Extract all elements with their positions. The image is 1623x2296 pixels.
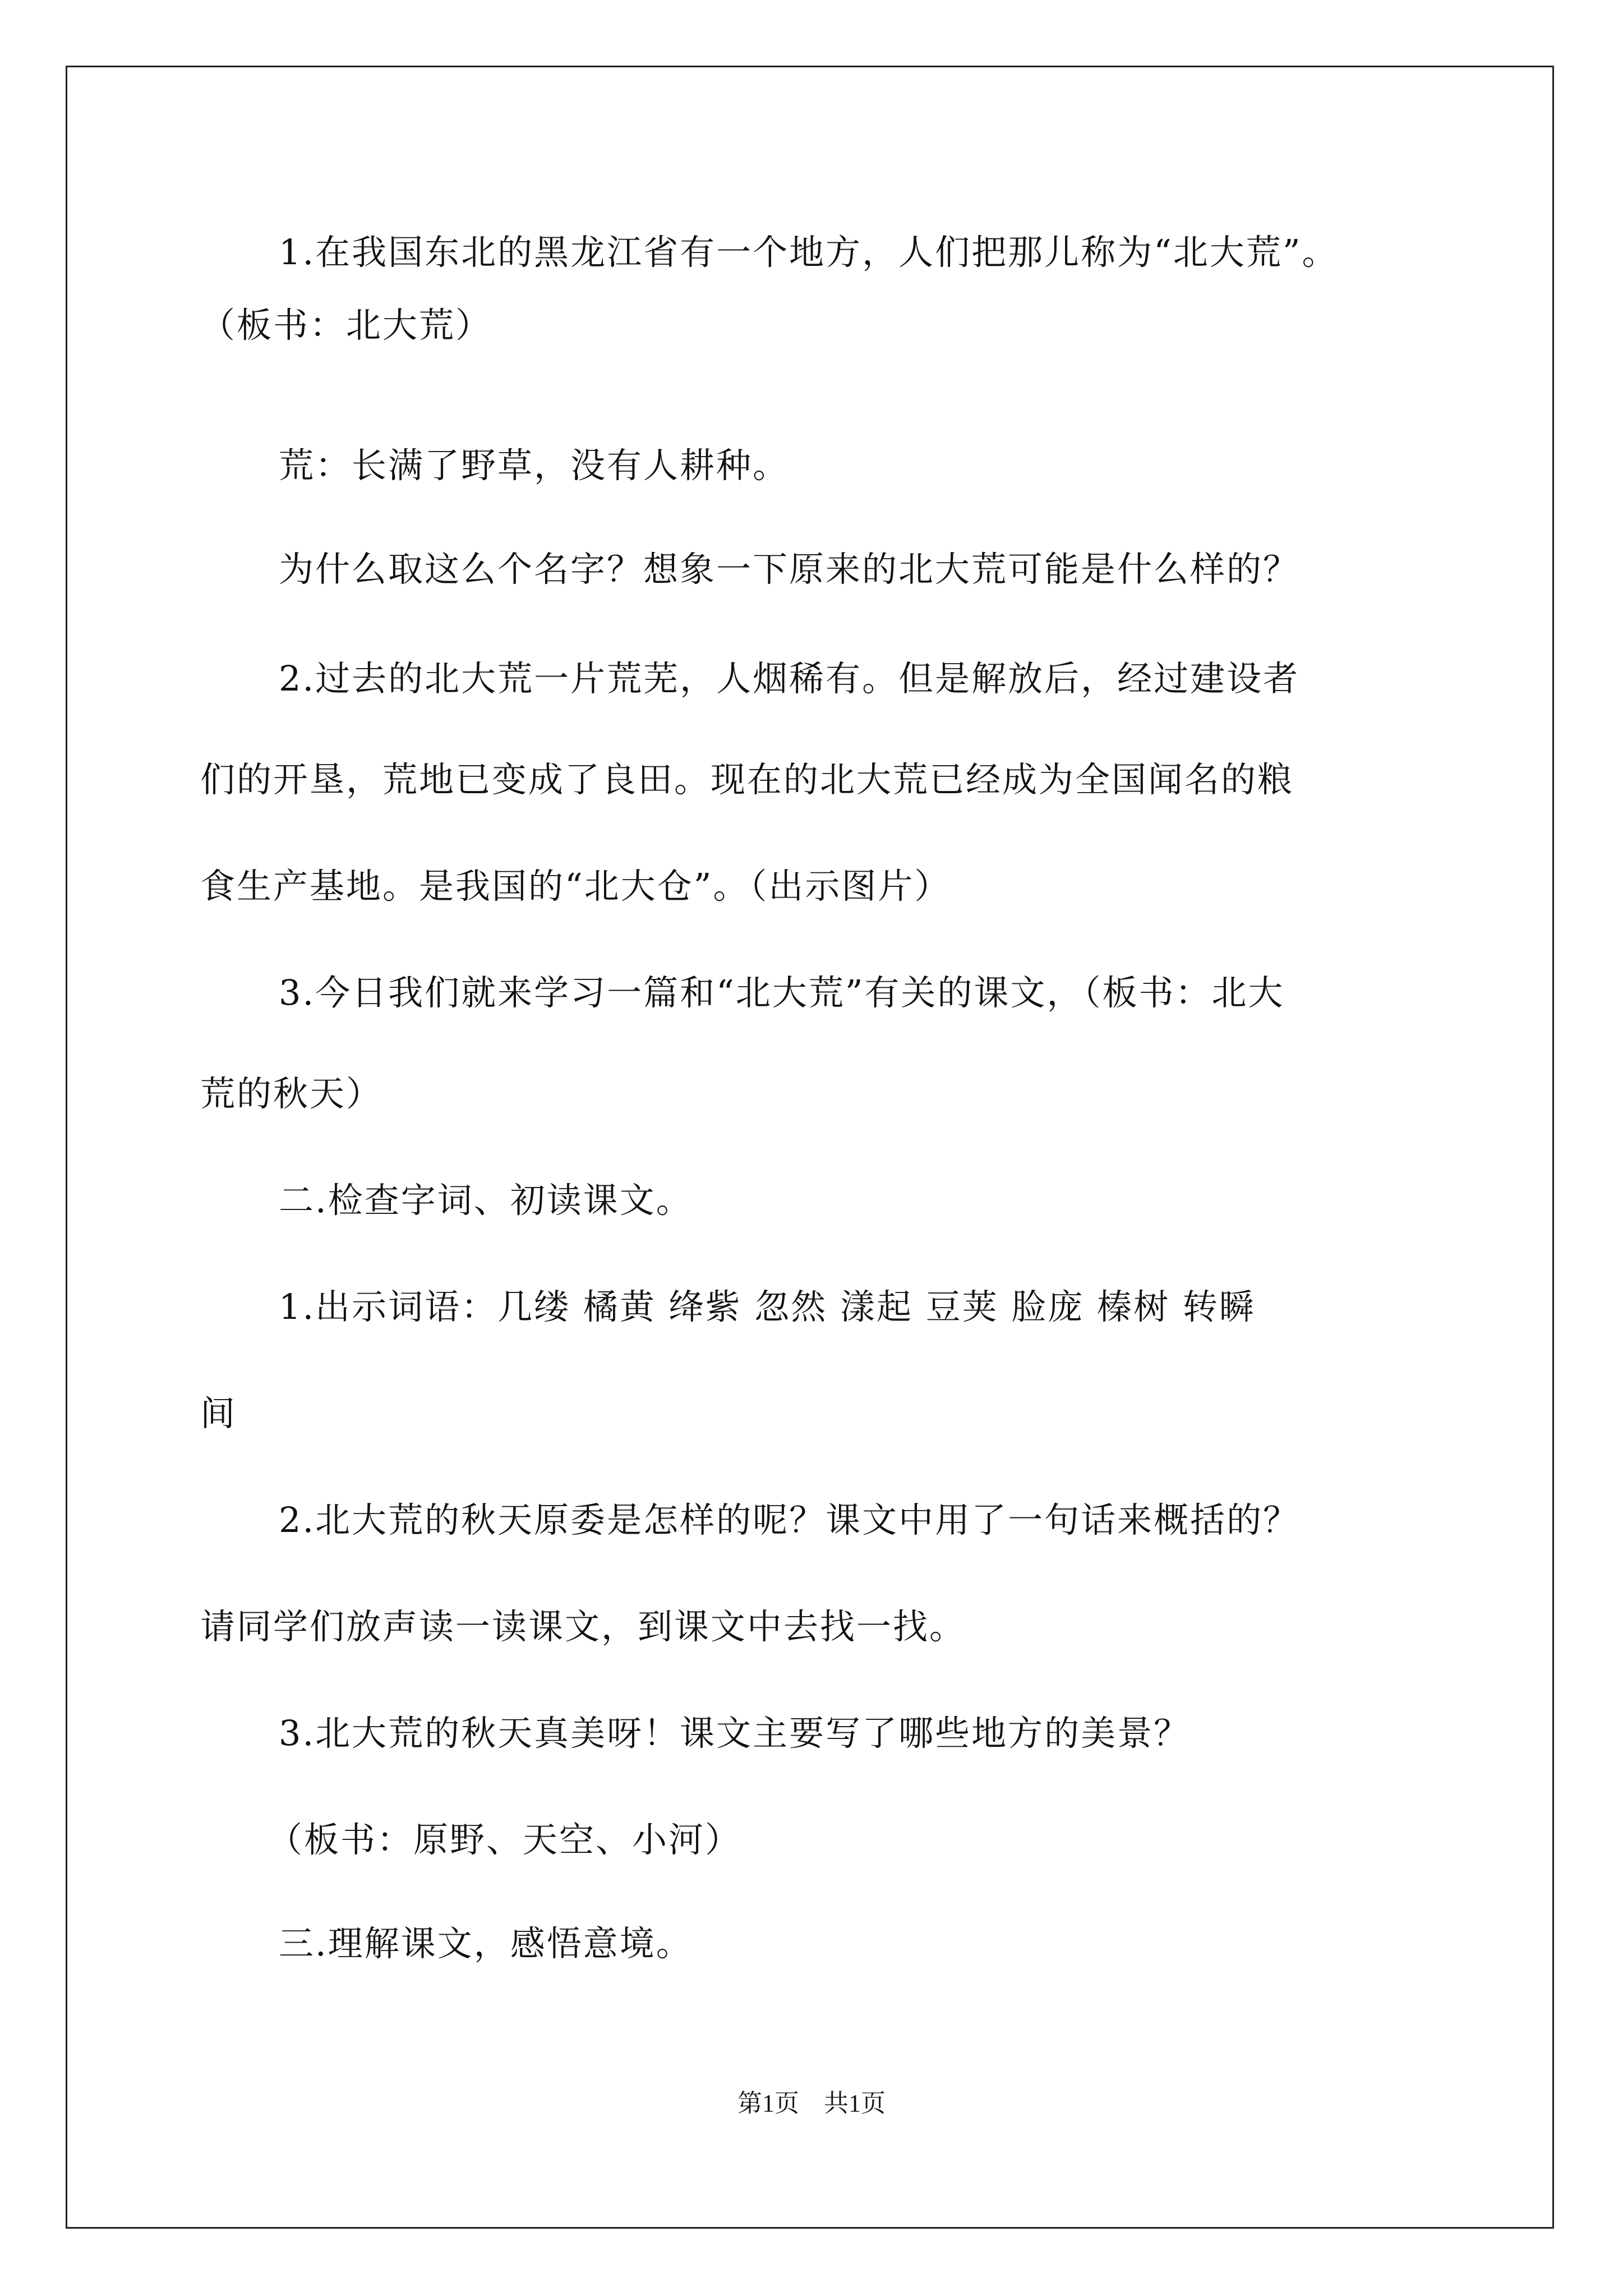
text-line: 三.理解课文，感悟意境。: [279, 1923, 693, 1964]
text-line: 2.过去的北大荒一片荒芜，人烟稀有。但是解放后，经过建设者: [279, 658, 1300, 699]
page-border: [66, 66, 1554, 2229]
text-line: 间: [200, 1393, 237, 1434]
text-line: 请同学们放声读一读课文，到课文中去找一找。: [200, 1606, 966, 1647]
text-line: 们的开垦，荒地已变成了良田。现在的北大荒已经成为全国闻名的粮: [200, 759, 1294, 800]
text-line: 2.北大荒的秋天原委是怎样的呢？课文中用了一句话来概括的？: [279, 1499, 1300, 1540]
text-line: 荒：长满了野草，没有人耕种。: [279, 445, 790, 486]
text-line: 1.出示词语：几缕 橘黄 绛紫 忽然 漾起 豆荚 脸庞 榛树 转瞬: [279, 1286, 1256, 1327]
text-line: 食生产基地。是我国的“北大仓”。（出示图片）: [200, 866, 951, 907]
text-line: （板书：北大荒）: [200, 305, 492, 346]
text-line: 1.在我国东北的黑龙江省有一个地方，人们把那儿称为“北大荒”。: [279, 232, 1339, 273]
text-line: 荒的秋天）: [200, 1073, 383, 1114]
text-line: 为什么取这么个名字？想象一下原来的北大荒可能是什么样的？: [279, 549, 1300, 590]
page-footer: 第1页 共1页: [737, 2090, 886, 2117]
text-line: 3.今日我们就来学习一篇和“北大荒”有关的课文，（板书：北大: [279, 972, 1285, 1013]
text-line: 二.检查字词、初读课文。: [279, 1180, 693, 1221]
text-line: （板书：原野、天空、小河）: [268, 1819, 742, 1860]
text-line: 3.北大荒的秋天真美呀！课文主要写了哪些地方的美景？: [279, 1713, 1191, 1754]
